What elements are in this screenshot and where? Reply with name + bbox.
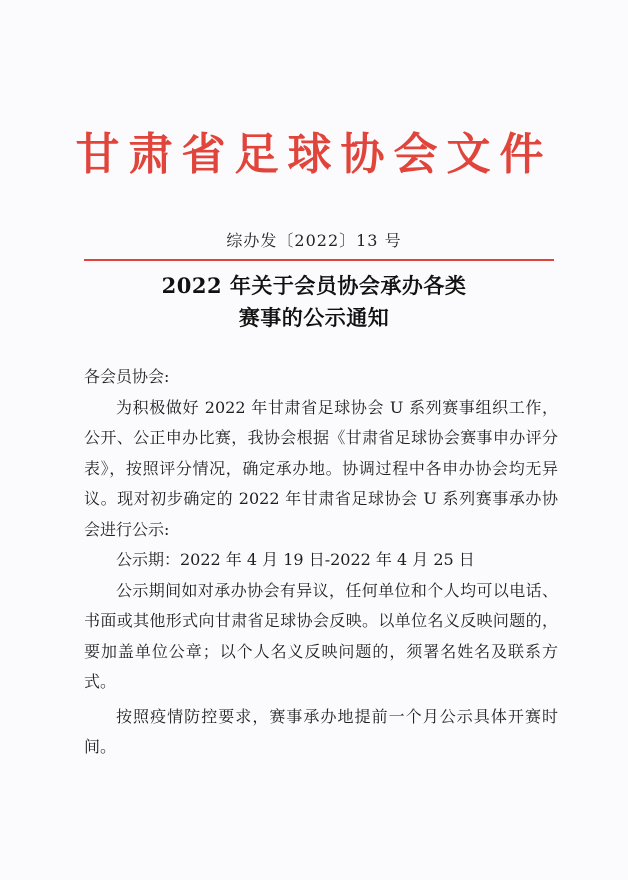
document-number: 综办发〔2022〕13 号 [226,231,402,250]
notice-title-line-2: 赛事的公示通知 [238,305,390,330]
salutation: 各会员协会: [84,367,170,386]
notice-body [84,362,558,763]
paragraph-period: 公示期：2022 年 4 月 19 日-2022 年 4 月 25 日 [116,550,475,569]
paragraph-intro: 为积极做好 2022 年甘肃省足球协会 U 系列赛事组织工作，公开、公正申办比赛，我协会根据《甘肃省足球协会赛事申办评分表》，按照评分情况，确定承办地。协调过程中各申办协会均无异议。现对初步确定的 2022 年甘肃省足球协会 U 系列赛事承办协会进行公示: [84,397,558,539]
notice-title-line-1: 2022 年关于会员协会承办各类 [161,273,467,298]
document-masthead: 甘肃省足球协会文件 [75,129,553,180]
red-divider-line [84,259,554,261]
paragraph-epidemic: 按照疫情防控要求，赛事承办地提前一个月公示具体开赛时间。 [84,706,558,756]
paragraph-objection: 公示期间如对承办协会有异议，任何单位和个人均可以电话、书面或其他形式向甘肃省足球协会反映。以单位名义反映问题的，要加盖单位公章；以个人名义反映问题的，须署名姓名及联系方式。 [84,580,558,691]
